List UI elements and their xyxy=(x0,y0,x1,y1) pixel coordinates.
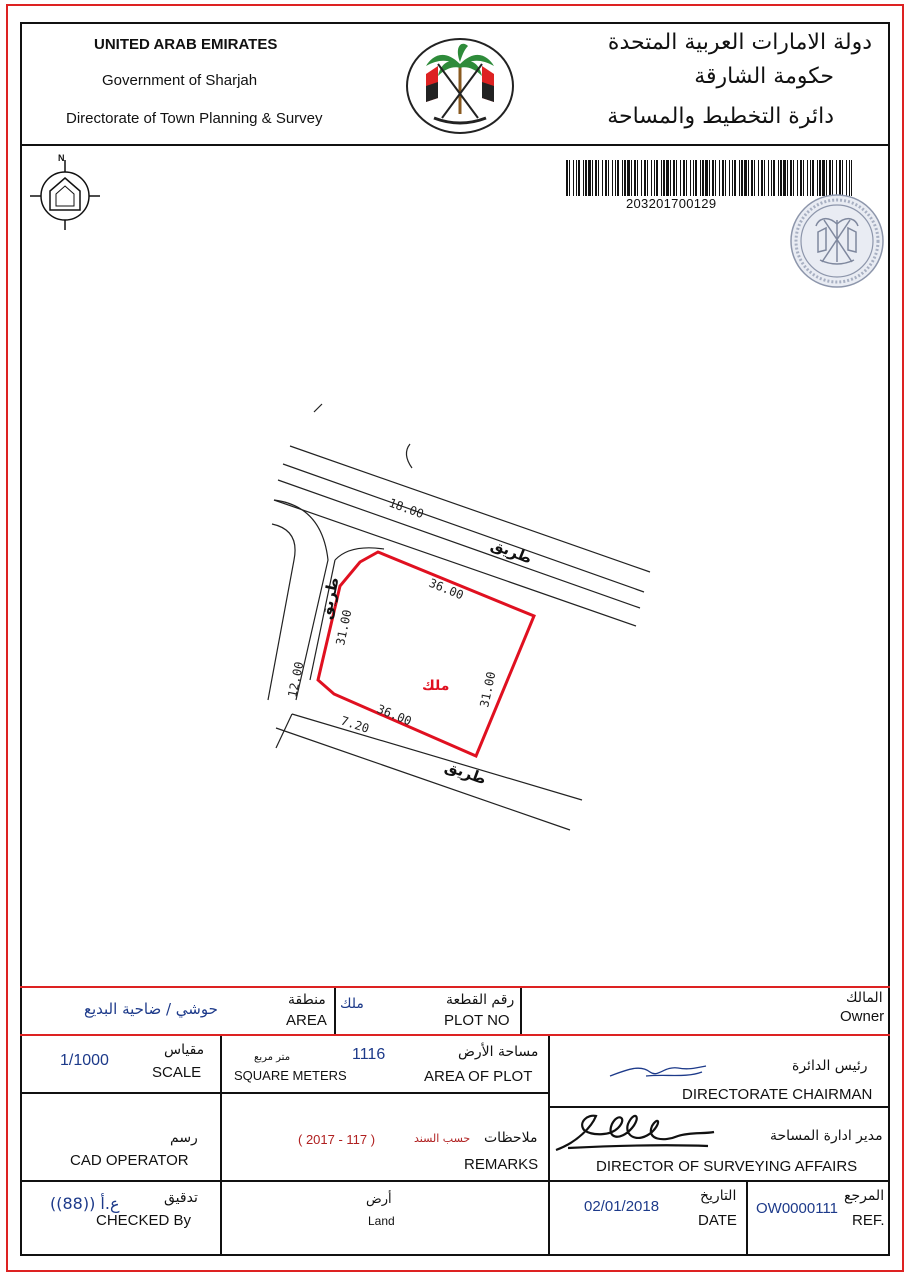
north-arrow-icon xyxy=(26,156,104,234)
form-col-plot xyxy=(520,988,522,1034)
area-label-ar: منطقة xyxy=(288,992,326,1008)
date-label-en: DATE xyxy=(698,1212,737,1229)
date-label-ar: التاريخ xyxy=(700,1188,737,1204)
ref-value: OW0000111 xyxy=(756,1200,838,1217)
checked-value: ع.أ ((88)) xyxy=(50,1194,120,1213)
chairman-signature xyxy=(606,1058,710,1084)
sqm-label-en: SQUARE METERS xyxy=(234,1068,347,1083)
scale-value: 1/1000 xyxy=(60,1052,109,1069)
director-signature xyxy=(548,1106,718,1156)
form-col-left xyxy=(220,1036,222,1256)
road-top-width: 18.00 xyxy=(386,495,426,522)
north-label: N xyxy=(58,153,65,163)
cad-label-ar: رسم xyxy=(170,1130,198,1146)
header-ar-government: حكومة الشارقة xyxy=(694,64,834,89)
form-row1-red-line xyxy=(20,1034,890,1036)
header-en-country: UNITED ARAB EMIRATES xyxy=(94,36,278,53)
form-row3-line xyxy=(20,1180,890,1182)
ref-label-en: REF. xyxy=(852,1212,885,1229)
area-of-plot-label-ar: مساحة الأرض xyxy=(458,1044,539,1060)
land-label-en: Land xyxy=(368,1214,395,1228)
road-bottom-edge-1 xyxy=(292,714,582,800)
sqm-label-ar: متر مربع xyxy=(254,1052,291,1063)
remarks-source: حسب السند xyxy=(414,1132,471,1145)
chairman-label-en: DIRECTORATE CHAIRMAN xyxy=(682,1086,873,1103)
area-label-en: AREA xyxy=(286,1012,327,1029)
form-col-date xyxy=(746,1182,748,1256)
road-bottom-edge-2 xyxy=(276,728,570,830)
chairman-label-ar: رئيس الدائرة xyxy=(792,1058,868,1074)
road-top-stub xyxy=(406,444,412,468)
director-label-en: DIRECTOR OF SURVEYING AFFAIRS xyxy=(596,1158,858,1175)
plot-no-value: ملك xyxy=(340,996,364,1012)
plot-right-dimension: 31.00 xyxy=(477,670,499,709)
checked-label-ar: تدقيق xyxy=(164,1190,198,1206)
sharjah-emblem-icon xyxy=(404,36,516,136)
header-en-directorate: Directorate of Town Planning & Survey xyxy=(66,110,323,127)
owner-label-ar: المالك xyxy=(846,990,883,1006)
remarks-label-ar: ملاحظات xyxy=(484,1130,538,1146)
remarks-label-en: REMARKS xyxy=(464,1156,539,1173)
header-ar-country: دولة الامارات العربية المتحدة xyxy=(607,30,872,55)
owner-label-en: Owner xyxy=(840,1008,885,1025)
cad-label-en: CAD OPERATOR xyxy=(70,1152,189,1169)
director-label-ar: مدير ادارة المساحة xyxy=(770,1128,883,1144)
area-value: حوشي / ضاحية البديع xyxy=(84,1000,218,1018)
plot-label: ملك xyxy=(422,678,450,694)
form-top-red-line xyxy=(20,986,890,988)
plot-top-dimension: 36.00 xyxy=(426,575,466,603)
area-of-plot-value: 1116 xyxy=(352,1046,386,1063)
road-top-edge-2 xyxy=(283,464,644,592)
form-col-area xyxy=(334,988,336,1034)
header-divider xyxy=(20,144,890,146)
plot-no-label-en: PLOT NO xyxy=(444,1012,510,1029)
road-top-tick xyxy=(314,404,322,412)
plot-bottom-dimension: 36.00 xyxy=(374,701,414,729)
scale-label-en: SCALE xyxy=(152,1064,202,1081)
barcode-number: 203201700129 xyxy=(626,196,717,211)
road-bottom-width: 7.20 xyxy=(339,713,371,736)
plot-no-label-ar: رقم القطعة xyxy=(446,992,515,1008)
plot-left-dimension: 31.00 xyxy=(333,608,355,647)
form-row2-line-left xyxy=(20,1092,550,1094)
road-left-width: 12.00 xyxy=(285,660,307,699)
checked-label-en: CHECKED By xyxy=(96,1212,192,1229)
scale-label-ar: مقياس xyxy=(164,1042,205,1058)
road-left-label: طريق xyxy=(316,575,343,621)
header-en-government: Government of Sharjah xyxy=(102,72,258,89)
header-ar-directorate: دائرة التخطيط والمساحة xyxy=(607,104,834,129)
road-top-label: طريق xyxy=(488,535,535,568)
ref-label-ar: المرجع xyxy=(844,1188,885,1204)
remarks-value: ( 2017 - 117 ) xyxy=(298,1132,376,1147)
area-of-plot-label-en: AREA OF PLOT xyxy=(424,1068,533,1085)
date-value: 02/01/2018 xyxy=(584,1198,660,1215)
road-bottom-label: طريق xyxy=(442,756,489,789)
official-stamp-seal xyxy=(786,190,888,292)
land-label-ar: أرض xyxy=(366,1192,392,1207)
site-plan-drawing xyxy=(240,396,660,836)
